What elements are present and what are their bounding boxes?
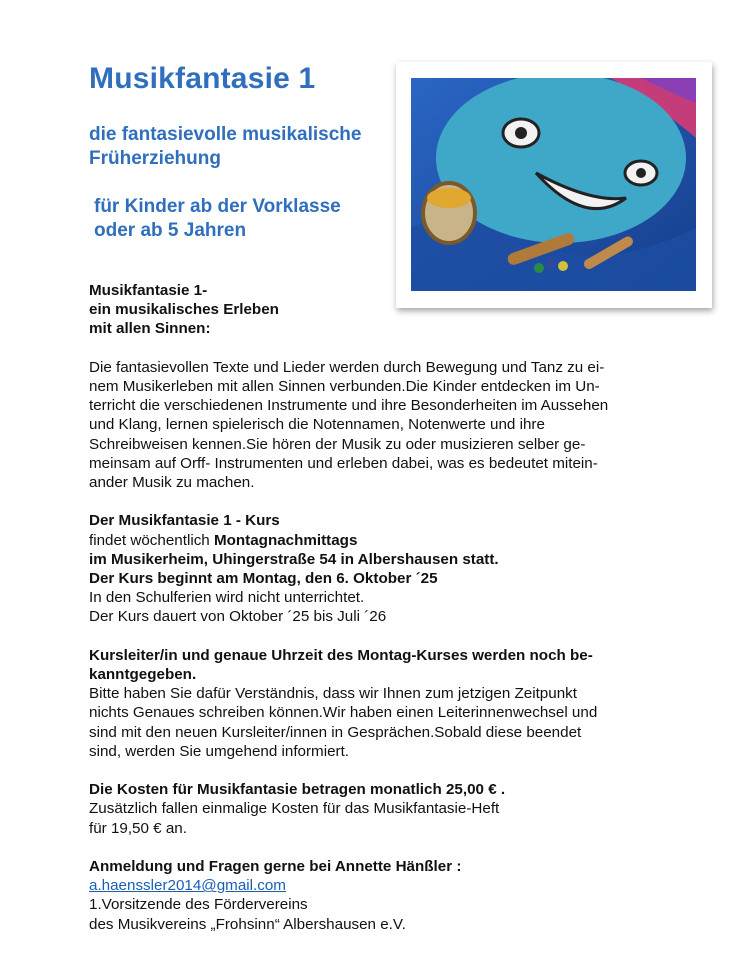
audience-line: für Kinder ab der Vorklasse [94, 196, 341, 217]
paragraph-line: meinsam auf Orff- Instrumenten und erleben dabei, was es bedeutet mitein- [89, 454, 598, 472]
musical-puppet-photo-icon [411, 78, 696, 291]
contact-section [89, 857, 664, 934]
intro-heading-line: Musikfantasie 1- [89, 282, 208, 299]
instructor-heading-line: Kursleiter/in und genaue Uhrzeit des Montag-Kurses werden noch be- [89, 646, 593, 664]
intro-heading-line: mit allen Sinnen: [89, 320, 211, 338]
contact-heading: Anmeldung und Fragen gerne bei Annette Hänßler : [89, 858, 462, 876]
paragraph-line: sind, werden Sie umgehend informiert. [89, 742, 350, 760]
costs-line: Zusätzlich fallen einmalige Kosten für das Musikfantasie-Heft [89, 800, 500, 818]
subtitle-line: Früherziehung [89, 148, 221, 169]
subtitle [89, 123, 399, 171]
page-title: Musikfantasie 1 [89, 62, 316, 95]
paragraph-line: Die fantasievollen Texte und Lieder werden durch Bewegung und Tanz zu ei- [89, 358, 605, 376]
course-location: im Musikerheim, Uhingerstraße 54 in Albershausen statt. [89, 550, 499, 568]
intro-paragraph [89, 358, 664, 492]
paragraph-line: nem Musikerleben mit allen Sinnen verbunden.Die Kinder entdecken im Un- [89, 378, 600, 395]
costs-line: für 19,50 € an. [89, 819, 187, 837]
course-holiday-note: In den Schulferien wird nicht unterrichtet. [89, 589, 365, 607]
course-section [89, 511, 664, 626]
paragraph-line: Schreibweisen kennen.Sie hören der Musik zu oder musizieren selber ge- [89, 435, 586, 453]
paragraph-line: ander Musik zu machen. [89, 474, 255, 492]
instructor-section [89, 646, 664, 761]
main-content [89, 281, 664, 953]
contact-email-link[interactable]: a.haenssler2014@gmail.com [89, 877, 286, 895]
contact-line: 1.Vorsitzende des Fördervereins [89, 896, 308, 914]
instructor-heading-line: kanntgegeben. [89, 666, 197, 684]
course-start-date: Der Kurs beginnt am Montag, den 6. Oktober ´25 [89, 570, 438, 588]
paragraph-line: sind mit den neuen Kursleiter/innen in Gesprächen.Sobald diese beendet [89, 723, 582, 741]
course-heading: Der Musikfantasie 1 - Kurs [89, 512, 280, 530]
contact-line: des Musikvereins „Frohsinn“ Albershausen e.V. [89, 915, 406, 933]
audience-info [94, 195, 394, 243]
costs-section [89, 780, 664, 838]
photo-frame [396, 62, 712, 308]
course-schedule [89, 531, 664, 550]
course-day: Montagnachmittags [213, 531, 358, 549]
course-duration: Der Kurs dauert von Oktober ´25 bis Juli ´26 [89, 608, 387, 626]
audience-line: oder ab 5 Jahren [94, 220, 247, 241]
intro-section [89, 281, 664, 339]
subtitle-line: die fantasievolle musikalische [89, 124, 362, 145]
intro-heading-line: ein musikalisches Erleben [89, 301, 279, 319]
paragraph-line: Bitte haben Sie dafür Verständnis, dass wir Ihnen zum jetzigen Zeitpunkt [89, 685, 577, 703]
paragraph-line: terricht die verschiedenen Instrumente und ihre Besonderheiten im Aussehen [89, 397, 609, 415]
course-schedule-prefix: findet wöchentlich [89, 531, 214, 549]
paragraph-line: nichts Genaues schreiben können.Wir haben einen Leiterinnenwechsel und [89, 704, 598, 722]
paragraph-line: und Klang, lernen spielerisch die Notennamen, Notenwerte und ihre [89, 416, 545, 434]
costs-heading: Die Kosten für Musikfantasie betragen monatlich 25,00 € . [89, 781, 506, 799]
